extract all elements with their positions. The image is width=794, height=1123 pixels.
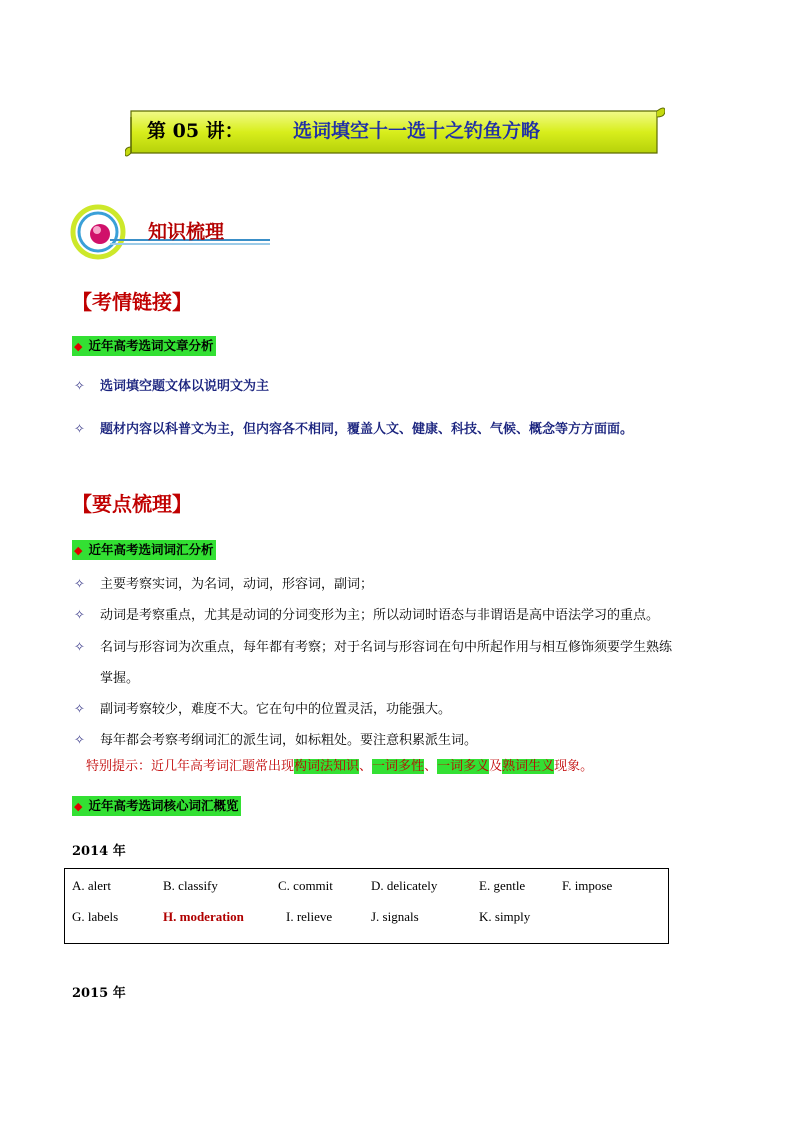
list-item: ✧ 题材内容以科普文为主，但内容各不相同，覆盖人文、健康、科技、气候、概念等方方面面。 [74,422,634,437]
word-option: J. signals [371,909,419,924]
diamond-outline-icon: ✧ [74,379,85,394]
title-banner [125,103,665,155]
key-points-title: 【要点梳理】 [72,492,192,516]
diamond-outline-icon: ✧ [74,422,85,437]
subtitle-text: 近年高考选词文章分析 [88,338,214,353]
lecture-topic: 选词填空十一选十之钓鱼方略 [293,120,541,142]
word-option: E. gentle [479,878,526,893]
diamond-outline-icon: ✧ [74,608,85,623]
diamond-icon: ◆ [74,340,83,353]
word-option: I. relieve [286,909,333,924]
special-tip: 特别提示：近几年高考词汇题常出现构词法知识、一词多性、一词多义及熟词生义现象。 [86,759,594,774]
word-bank-2014 [64,868,669,944]
list-item: ✧ 名词与形容词为次重点，每年都有考察；对于名词与形容词在句中所起作用与相互修饰须要学生熟练 [74,640,673,655]
exam-link-subtitle [72,336,216,356]
lecture-number: 第 05 讲： [147,120,244,142]
list-item: ✧ 副词考察较少，难度不大。它在句中的位置灵活，功能强大。 [74,702,452,717]
year-label-2015: 2015 年 [72,986,126,1001]
list-item: ✧ 每年都会考察考纲词汇的派生词，如标粗处。要注意积累派生词。 [74,733,478,748]
list-item-continuation: 掌握。 [100,671,140,686]
diamond-outline-icon: ✧ [74,577,85,592]
word-option: F. impose [562,878,613,893]
word-option: G. labels [72,909,119,924]
key-points-subtitle [72,540,216,560]
word-option: B. classify [163,878,218,893]
diamond-outline-icon: ✧ [74,640,85,655]
word-option: D. delicately [371,878,438,893]
word-option: K. simply [479,909,531,924]
section-header-knowledge [70,204,280,260]
list-item: ✧ 选词填空题文体以说明文为主 [74,379,270,394]
exam-link-title: 【考情链接】 [72,290,192,314]
word-option-highlighted: H. moderation [163,909,244,924]
year-label-2014: 2014 年 [72,844,126,859]
diamond-outline-icon: ✧ [74,702,85,717]
subtitle-text: 近年高考选词核心词汇概览 [88,798,239,813]
diamond-icon: ◆ [74,544,83,557]
word-option: A. alert [72,878,111,893]
core-vocab-subtitle [72,796,241,816]
diamond-icon: ◆ [74,800,83,813]
word-option: C. commit [278,878,333,893]
list-item: ✧ 动词是考察重点，尤其是动词的分词变形为主；所以动词时语态与非谓语是高中语法学习的重点。 [74,608,660,623]
subtitle-text: 近年高考选词词汇分析 [88,542,214,557]
section-label: 知识梳理 [148,221,225,243]
list-item: ✧ 主要考察实词，为名词，动词，形容词，副词； [74,577,374,592]
diamond-outline-icon: ✧ [74,733,85,748]
